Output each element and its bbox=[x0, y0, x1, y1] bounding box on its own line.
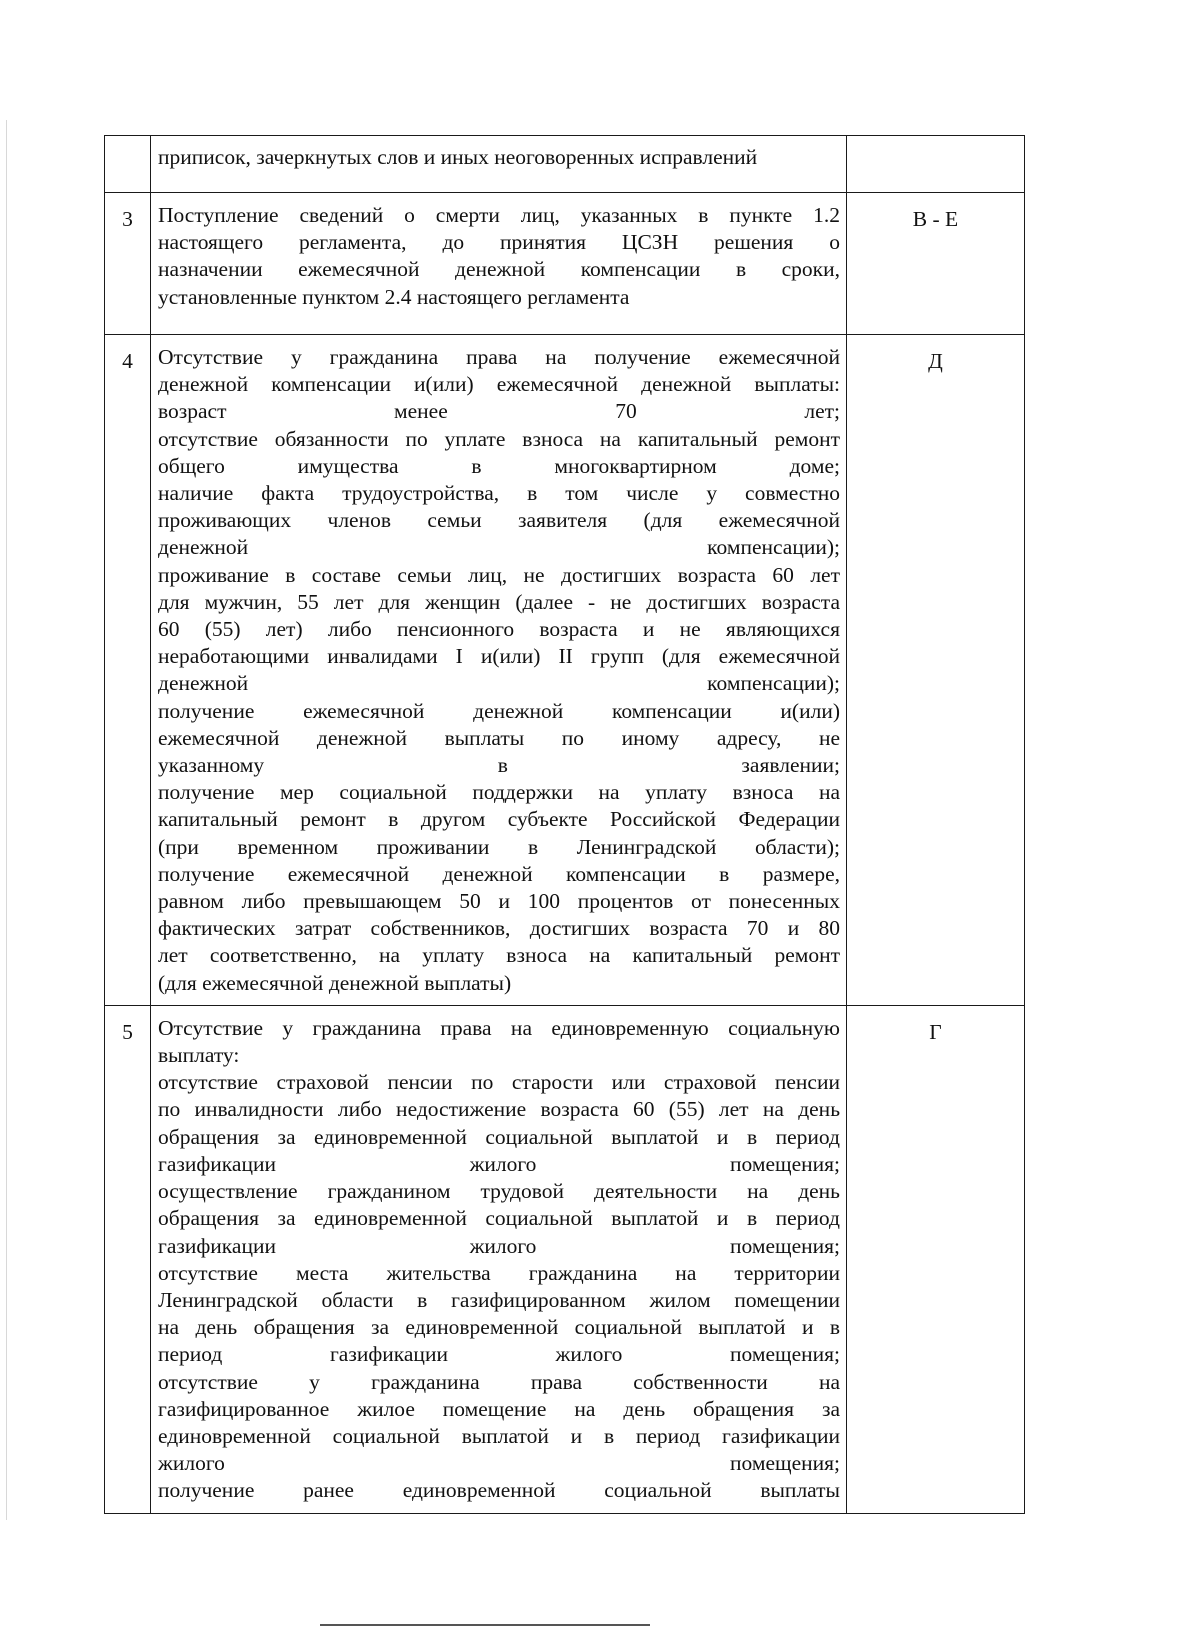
text-line: денежной компенсации); bbox=[158, 535, 840, 560]
text-line: получение мер социальной поддержки на уплату взноса на bbox=[158, 780, 840, 805]
text-line: неработающими инвалидами I и(или) II групп (для ежемесячной bbox=[158, 644, 840, 669]
table-row bbox=[105, 193, 1025, 335]
text-line: Отсутствие у гражданина права на получение ежемесячной bbox=[158, 345, 840, 369]
text-line: денежной компенсации); bbox=[158, 671, 840, 696]
scan-edge-mark bbox=[6, 120, 7, 1520]
text-line: для мужчин, 55 лет для женщин (далее - не достигших возраста bbox=[158, 589, 840, 614]
text-line: (при временном проживании в Ленинградской области); bbox=[158, 834, 840, 859]
row-description bbox=[151, 1005, 847, 1513]
row-code: Д bbox=[847, 335, 1025, 1006]
text-line: назначении ежемесячной денежной компенсации в сроки, bbox=[158, 257, 840, 282]
row-code: Г bbox=[847, 1005, 1025, 1513]
text-line: Поступление сведений о смерти лиц, указанных в пункте 1.2 bbox=[158, 203, 840, 227]
text-line: общего имущества в многоквартирном доме; bbox=[158, 453, 840, 478]
text-line: возраст менее 70 лет; bbox=[158, 399, 840, 424]
text-line: обращения за единовременной социальной выплатой и в период bbox=[158, 1206, 840, 1231]
text-line: 60 (55) лет) либо пенсионного возраста и не являющихся bbox=[158, 617, 840, 642]
row-description bbox=[151, 136, 847, 193]
text-line: денежной компенсации и(или) ежемесячной денежной выплаты: bbox=[158, 372, 840, 397]
text-line: лет соответственно, на уплату взноса на капитальный ремонт bbox=[158, 943, 840, 968]
text-line: на день обращения за единовременной социальной выплатой и в bbox=[158, 1315, 840, 1340]
text-line: отсутствие страховой пенсии по старости или страховой пенсии bbox=[158, 1070, 840, 1095]
grounds-table bbox=[104, 135, 1025, 1514]
text-line: газификации жилого помещения; bbox=[158, 1233, 840, 1258]
table-row bbox=[105, 335, 1025, 1006]
row-number bbox=[105, 136, 151, 193]
row-code bbox=[847, 136, 1025, 193]
scan-bottom-mark bbox=[320, 1624, 650, 1626]
text-line: отсутствие места жительства гражданина на территории bbox=[158, 1260, 840, 1285]
text-line: отсутствие у гражданина права собственности на bbox=[158, 1369, 840, 1394]
text-line: отсутствие обязанности по уплате взноса на капитальный ремонт bbox=[158, 426, 840, 451]
text-line: получение ежемесячной денежной компенсации в размере, bbox=[158, 861, 840, 886]
text-line: получение ежемесячной денежной компенсации и(или) bbox=[158, 698, 840, 723]
text-line: Ленинградской области в газифицированном жилом помещении bbox=[158, 1287, 840, 1312]
text-line: газификации жилого помещения; bbox=[158, 1151, 840, 1176]
text-line: ежемесячной денежной выплаты по иному адресу, не bbox=[158, 725, 840, 750]
text-line: фактических затрат собственников, достигших возраста 70 и 80 bbox=[158, 916, 840, 941]
text-line: единовременной социальной выплатой и в период газификации bbox=[158, 1423, 840, 1448]
text-line: проживающих членов семьи заявителя (для ежемесячной bbox=[158, 508, 840, 533]
row-number: 5 bbox=[105, 1005, 151, 1513]
table-row bbox=[105, 1005, 1025, 1513]
text-line: Отсутствие у гражданина права на единовременную социальную bbox=[158, 1015, 840, 1040]
text-line: (для ежемесячной денежной выплаты) bbox=[158, 970, 512, 995]
row-number: 3 bbox=[105, 193, 151, 335]
row-description bbox=[151, 335, 847, 1006]
text-line: проживание в составе семьи лиц, не достигших возраста 60 лет bbox=[158, 562, 840, 587]
row-code: В - Е bbox=[847, 193, 1025, 335]
row-description bbox=[151, 193, 847, 335]
text-line: выплату: bbox=[158, 1043, 240, 1068]
text-line: установленные пунктом 2.4 настоящего регламента bbox=[158, 284, 630, 309]
text-line: указанному в заявлении; bbox=[158, 753, 840, 778]
text-line: приписок, зачеркнутых слов и иных неоговоренных исправлений bbox=[158, 145, 758, 169]
table-row bbox=[105, 136, 1025, 193]
text-line: по инвалидности либо недостижение возраста 60 (55) лет на день bbox=[158, 1097, 840, 1122]
text-line: настоящего регламента, до принятия ЦСЗН решения о bbox=[158, 230, 840, 255]
text-line: жилого помещения; bbox=[158, 1451, 840, 1476]
text-line: осуществление гражданином трудовой деятельности на день bbox=[158, 1179, 840, 1204]
text-line: период газификации жилого помещения; bbox=[158, 1342, 840, 1367]
text-line: наличие факта трудоустройства, в том числе у совместно bbox=[158, 481, 840, 506]
text-line: капитальный ремонт в другом субъекте Российской Федерации bbox=[158, 807, 840, 832]
row-number: 4 bbox=[105, 335, 151, 1006]
text-line: получение ранее единовременной социальной выплаты bbox=[158, 1478, 840, 1503]
text-line: равном либо превышающем 50 и 100 процентов от понесенных bbox=[158, 889, 840, 914]
text-line: обращения за единовременной социальной выплатой и в период bbox=[158, 1124, 840, 1149]
text-line: газифицированное жилое помещение на день обращения за bbox=[158, 1396, 840, 1421]
